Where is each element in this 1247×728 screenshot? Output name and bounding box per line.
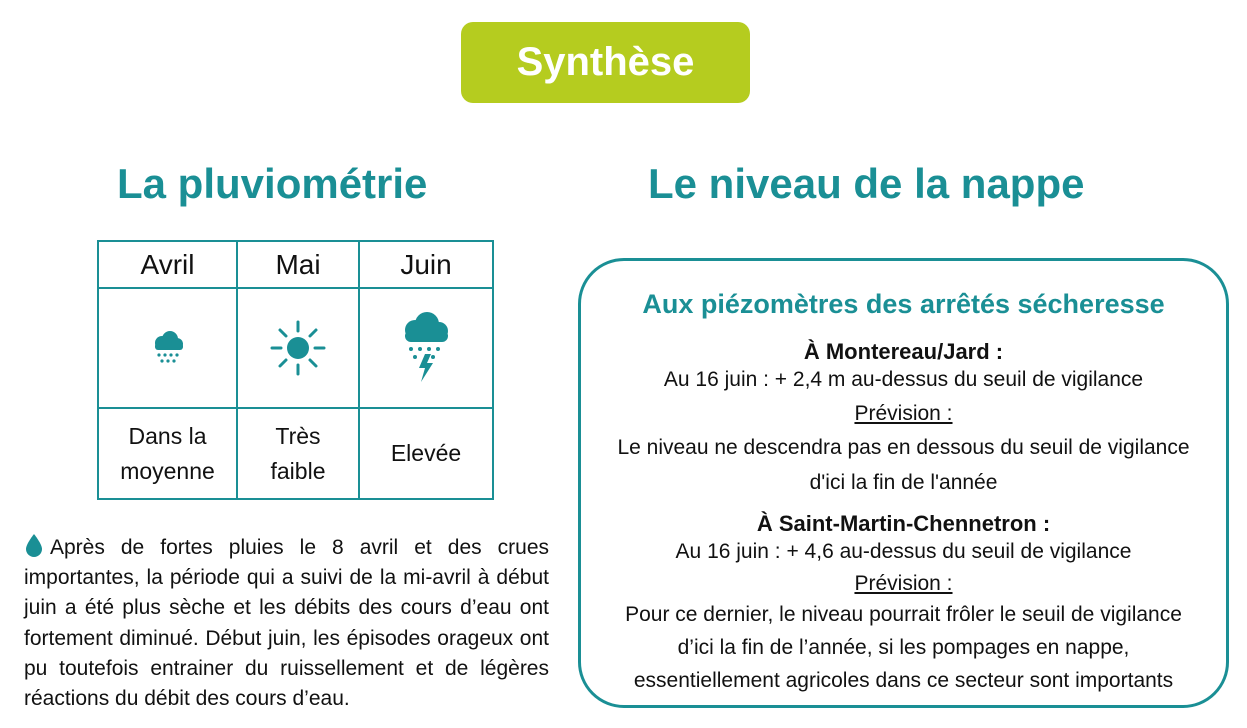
month-june: Juin (360, 242, 492, 289)
rainfall-table (97, 240, 494, 500)
month-april: Avril (99, 242, 238, 289)
rain-cloud-icon (148, 328, 188, 368)
montereau-level: Au 16 juin : + 2,4 m au-dessus du seuil de vigilance (663, 368, 1144, 391)
saint-martin-level: Au 16 juin : + 4,6 au-dessus du seuil de vigilance (675, 540, 1132, 563)
saint-martin-forecast-label: Prévision : (854, 572, 953, 595)
montereau-forecast-label: Prévision : (854, 402, 953, 425)
sun-icon (268, 318, 328, 378)
piezometer-box (578, 258, 1229, 708)
synthese-badge: Synthèse (461, 22, 750, 103)
june-rain-level: Elevée (390, 440, 462, 466)
pluviometrie-heading: La pluviométrie (117, 160, 428, 207)
water-drop-icon (24, 533, 44, 557)
saint-martin-forecast-line-3: essentiellement agricoles dans ce secteur sont importants (633, 669, 1174, 692)
april-weather-cell (99, 289, 238, 409)
saint-martin-forecast-line-2: d’ici la fin de l’année, si les pompages en nappe, (677, 636, 1130, 659)
storm-cloud-icon (398, 312, 454, 384)
box-title: Aux piézomètres des arrêtés sécheresse (642, 289, 1165, 319)
may-weather-cell (238, 289, 360, 409)
montereau-forecast-line-1: Le niveau ne descendra pas en dessous du seuil de vigilance (617, 436, 1190, 459)
site-saint-martin: À Saint-Martin-Chennetron : (756, 511, 1051, 536)
month-may: Mai (238, 242, 360, 289)
june-weather-cell (360, 289, 492, 409)
nappe-heading: Le niveau de la nappe (648, 160, 1085, 207)
site-montereau: À Montereau/Jard : (803, 339, 1004, 364)
montereau-forecast-line-2: d'ici la fin de l'année (809, 471, 998, 494)
rainfall-summary: Après de fortes pluies le 8 avril et des crues importantes, la période qui a suivi de la mi-avril à début juin a été plus sèche et les débits des cours d’eau ont fortement diminué. Début juin, les épisodes orageux ont pu toutefois entrainer du ruissellement et de légères réactions du débit des cours d’eau. (24, 533, 549, 714)
saint-martin-forecast-line-1: Pour ce dernier, le niveau pourrait frôler le seuil de vigilance (625, 603, 1182, 626)
april-rain-level: Dans la moyenne (99, 409, 238, 498)
may-rain-level: Très faible (238, 409, 360, 498)
